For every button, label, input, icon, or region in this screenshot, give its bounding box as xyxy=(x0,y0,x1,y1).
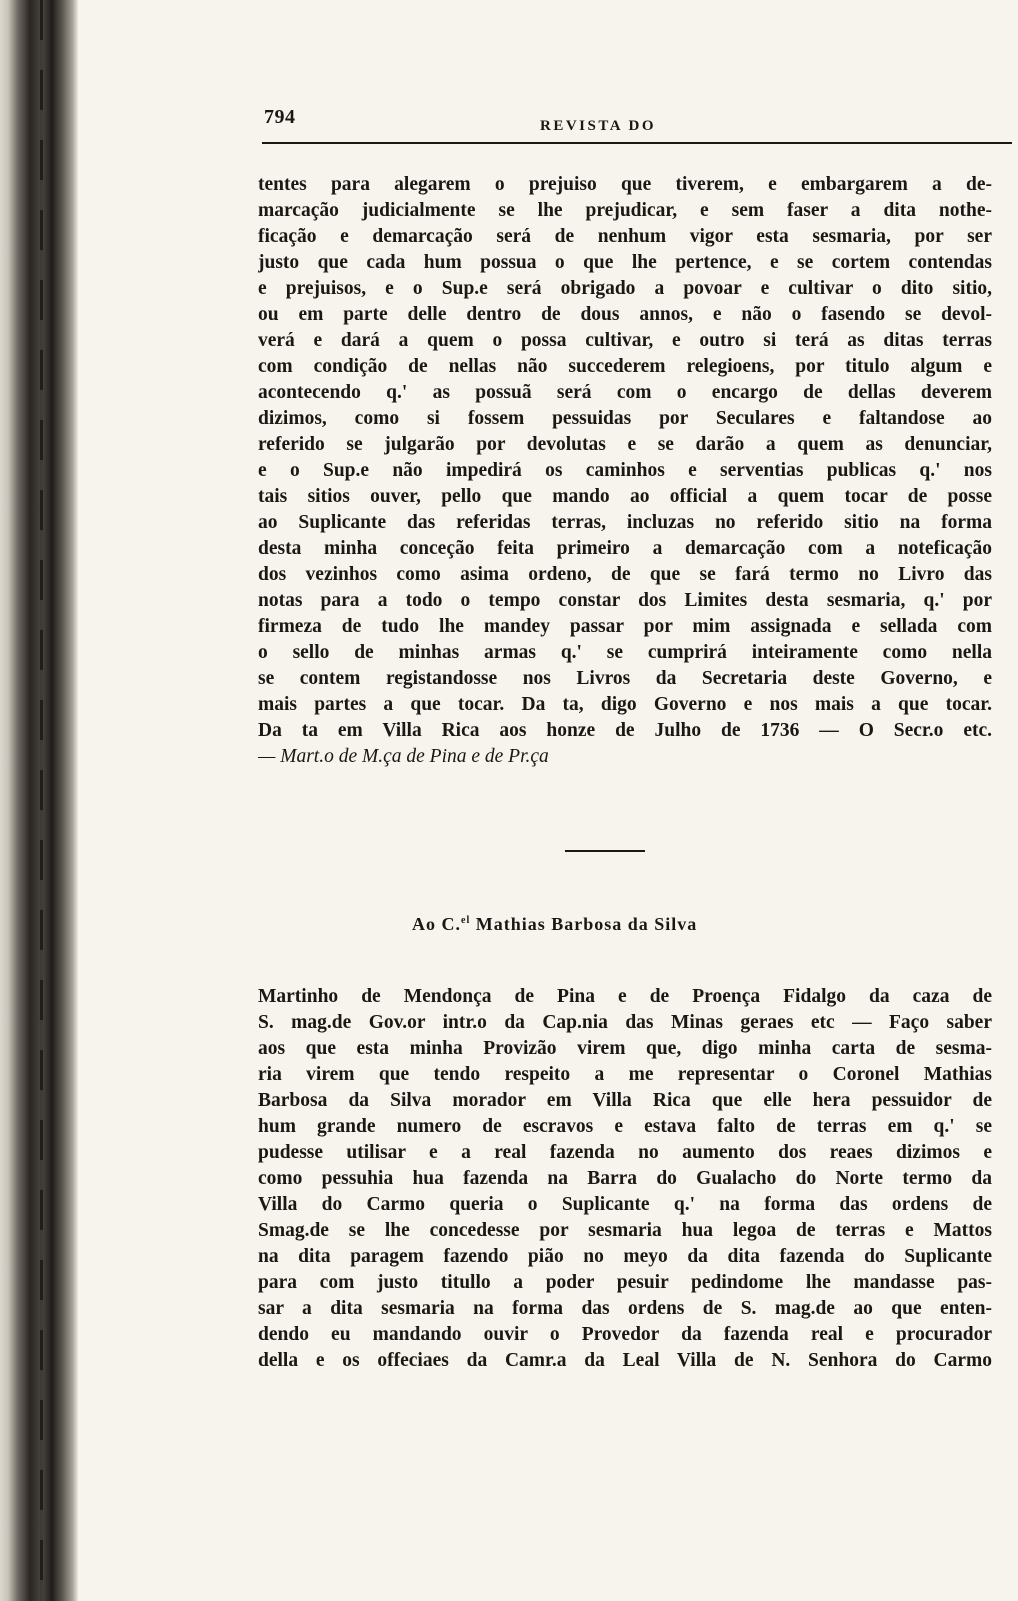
text-line: na dita paragem fazendo pião no meyo da dita fazenda do Suplicante xyxy=(258,1246,992,1267)
text-line: dos vezinhos como asima ordeno, de que se fará termo no Livro das xyxy=(258,564,992,585)
text-line: ficação e demarcação será de nenhum vigor esta sesmaria, por ser xyxy=(258,226,992,247)
heading-superscript: el xyxy=(461,915,471,926)
text-line: tais sitios ouver, pello que mando ao official a quem tocar de posse xyxy=(258,486,992,507)
text-line: della e os offeciaes da Camr.a da Leal Villa de N. Senhora do Carmo xyxy=(258,1350,992,1371)
text-line: o sello de minhas armas q.' se cumprirá inteiramente como nella xyxy=(258,642,992,663)
text-line: verá e dará a quem o possa cultivar, e outro si terá as ditas terras xyxy=(258,330,992,351)
text-line: dendo eu mandando ouvir o Provedor da fazenda real e procurador xyxy=(258,1324,992,1345)
header-rule xyxy=(262,142,1012,144)
signature-line: — Mart.o de M.ça de Pina e de Pr.ça xyxy=(258,746,549,767)
text-line: aos que esta minha Provizão virem que, digo minha carta de sesma- xyxy=(258,1038,992,1059)
text-line: Martinho de Mendonça de Pina e de Proença Fidalgo da caza de xyxy=(258,986,992,1007)
text-line: marcação judicialmente se lhe prejudicar, e sem faser a dita nothe- xyxy=(258,200,992,221)
text-line: com condição de nellas não succederem relegioens, por titulo algum e xyxy=(258,356,992,377)
text-line: para com justo titullo a poder pesuir pedindome lhe mandasse pas- xyxy=(258,1272,992,1293)
book-binding-edge xyxy=(0,0,78,1601)
paragraph-continued xyxy=(258,172,992,770)
text-line: pudesse utilisar e a real fazenda no aumento dos reaes dizimos e xyxy=(258,1142,992,1163)
text-line: acontecendo q.' as possuã será com o encargo de dellas deverem xyxy=(258,382,992,403)
page-number: 794 xyxy=(264,106,296,128)
text-line: ou em parte delle dentro de dous annos, e não o fasendo se devol- xyxy=(258,304,992,325)
text-line: firmeza de tudo lhe mandey passar por mim assignada e sellada com xyxy=(258,616,992,637)
text-line: Villa do Carmo queria o Suplicante q.' na forma das ordens de xyxy=(258,1194,992,1215)
text-line: Barbosa da Silva morador em Villa Rica que elle hera pessuidor de xyxy=(258,1090,992,1111)
text-line: Da ta em Villa Rica aos honze de Julho de 1736 — O Secr.o etc. xyxy=(258,720,992,741)
text-line: e o Sup.e não impedirá os caminhos e serventias publicas q.' nos xyxy=(258,460,992,481)
text-line: S. mag.de Gov.or intr.o da Cap.nia das Minas geraes etc — Faço saber xyxy=(258,1012,992,1033)
text-line: como pessuhia hua fazenda na Barra do Gualacho do Norte termo da xyxy=(258,1168,992,1189)
text-line: ria virem que tendo respeito a me representar o Coronel Mathias xyxy=(258,1064,992,1085)
text-line: Smag.de se lhe concedesse por sesmaria hua legoa de terras e Mattos xyxy=(258,1220,992,1241)
text-line: justo que cada hum possua o que lhe pertence, e se cortem contendas xyxy=(258,252,992,273)
text-line: notas para a todo o tempo constar dos Limites desta sesmaria, q.' por xyxy=(258,590,992,611)
text-line: tentes para alegarem o prejuiso que tiverem, e embargarem a de- xyxy=(258,174,992,195)
text-line: se contem registandosse nos Livros da Secretaria deste Governo, e xyxy=(258,668,992,689)
section-divider xyxy=(565,850,645,852)
running-title: REVISTA DO xyxy=(540,118,656,134)
section-heading xyxy=(412,914,697,935)
heading-prefix: Ao C. xyxy=(412,914,461,934)
text-line: hum grande numero de escravos e estava falto de terras em q.' se xyxy=(258,1116,992,1137)
text-line: dizimos, como si fossem pessuidas por Seculares e faltandose ao xyxy=(258,408,992,429)
text-line: e prejuisos, e o Sup.e será obrigado a povoar e cultivar o dito sitio, xyxy=(258,278,992,299)
text-line: referido se julgarão por devolutas e se darão a quem as denunciar, xyxy=(258,434,992,455)
text-line: sar a dita sesmaria na forma das ordens de S. mag.de ao que enten- xyxy=(258,1298,992,1319)
text-line: ao Suplicante das referidas terras, incluzas no referido sitio na forma xyxy=(258,512,992,533)
text-line: mais partes a que tocar. Da ta, digo Governo e nos mais a que tocar. xyxy=(258,694,992,715)
text-line: desta minha conceção feita primeiro a demarcação com a noteficação xyxy=(258,538,992,559)
heading-name: Mathias Barbosa da Silva xyxy=(470,914,698,934)
paragraph-sesmaria-letter xyxy=(258,984,992,1374)
